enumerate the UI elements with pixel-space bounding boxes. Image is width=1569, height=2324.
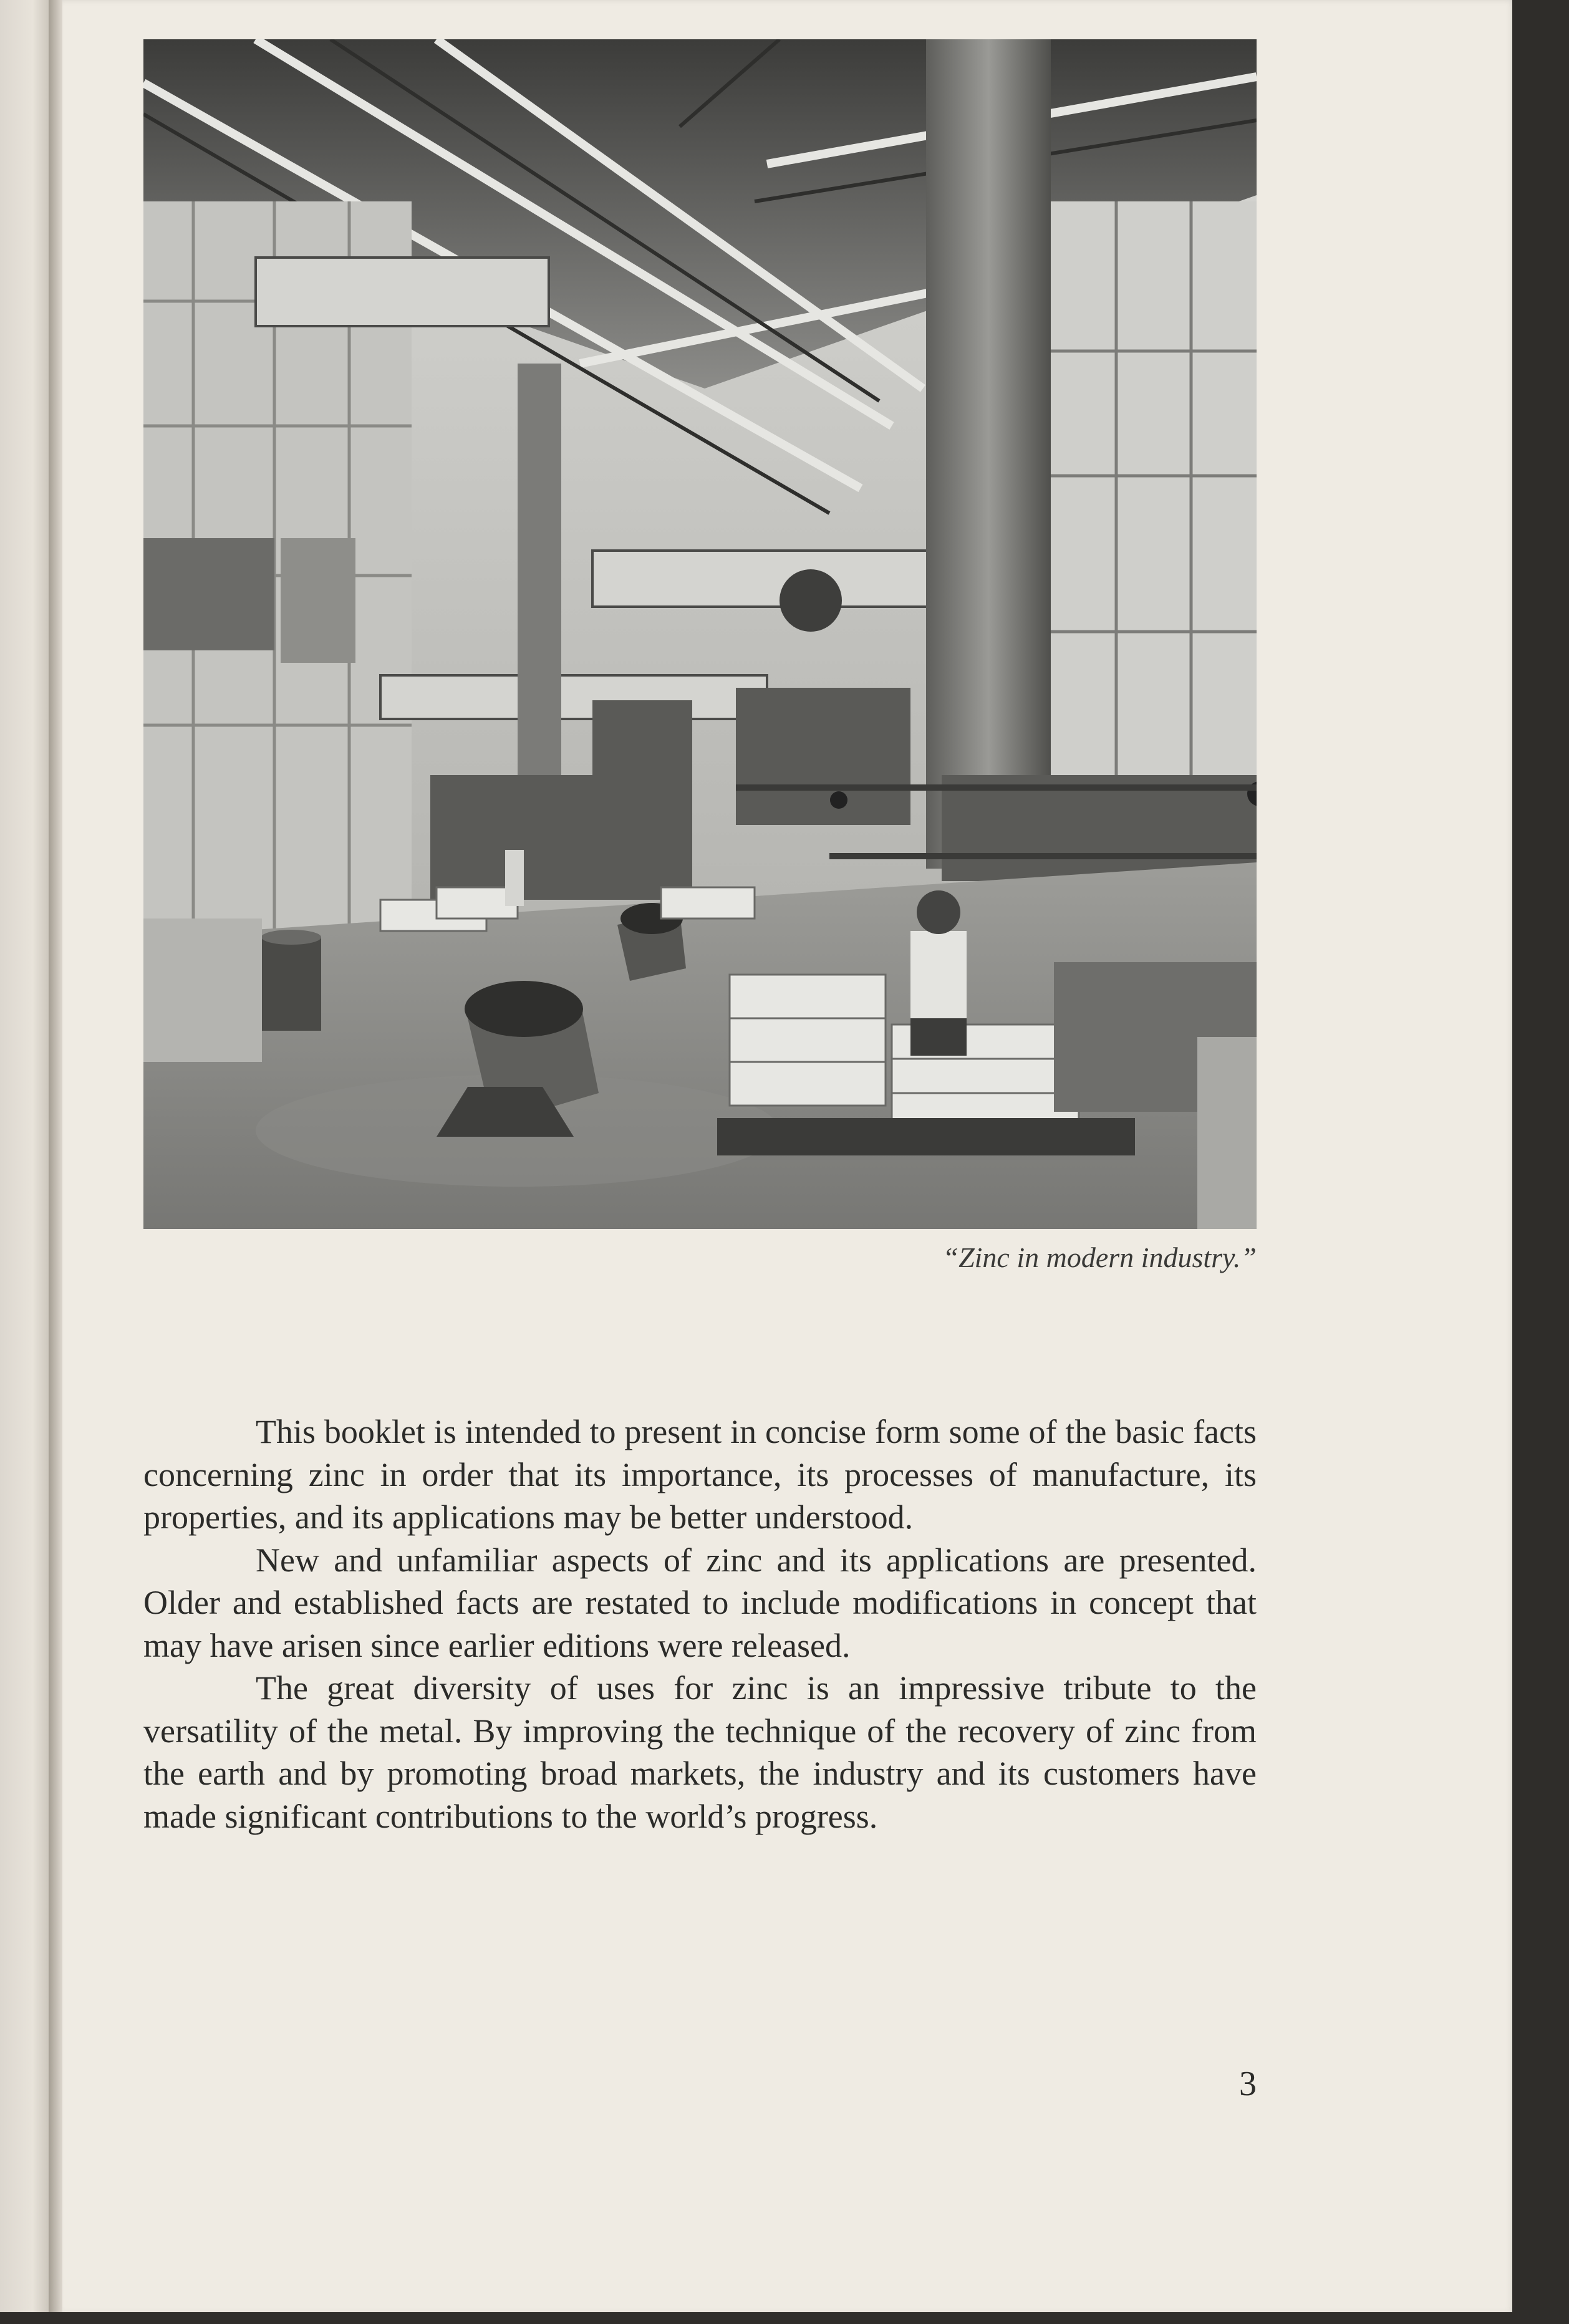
page-number: 3 — [1239, 2065, 1257, 2103]
factory-interior-photo — [143, 39, 1257, 1229]
body-text — [143, 1410, 1257, 1838]
paragraph-2: New and unfamiliar aspects of zinc and its applications are presented. Older and established facts are restated to include modifications in concept that may have arisen since earlier editions were released. — [143, 1541, 1257, 1664]
photo-caption: “Zinc in modern industry.” — [942, 1242, 1257, 1273]
scan-right-border — [1512, 0, 1569, 2324]
paragraph-1: This booklet is intended to present in concise form some of the basic facts concerning zinc in order that its importance, its processes of manufacture, its properties, and its applications may be better understood. — [143, 1413, 1257, 1536]
paragraph-3: The great diversity of uses for zinc is an impressive tribute to the versatility of the metal. By improving the technique of the recovery of zinc from the earth and by promoting broad markets, the industry and its customers have made significant contributions to the world’s progress. — [143, 1669, 1257, 1835]
scan-bottom-border — [0, 2312, 1569, 2324]
